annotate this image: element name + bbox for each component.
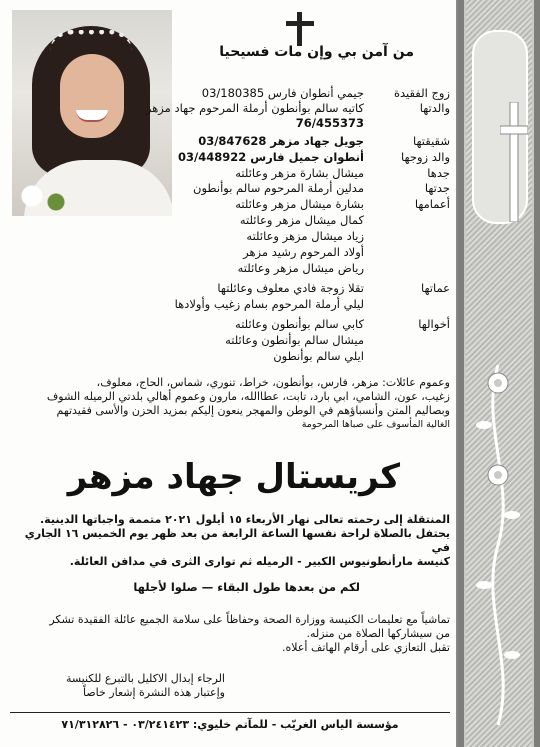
deceased-name: كريستال جهاد مزهر bbox=[67, 457, 400, 497]
instructions-line: تقبل التعازي على أرقام الهاتف أعلاه. bbox=[282, 641, 450, 654]
relative-label: زوج الفقيدة bbox=[393, 86, 450, 100]
relative-name: ميشال بشارة مزهر وعائلته bbox=[235, 166, 364, 180]
relative-name: كابي سالم بوأنطون وعائلته bbox=[235, 317, 364, 331]
relative-label: أعمامها bbox=[414, 197, 450, 211]
relative-name: جويل جهاد مزهر 03/847628 bbox=[198, 134, 364, 148]
relative-label: جدتها bbox=[424, 181, 450, 195]
relative-name: ايلي سالم بوأنطون bbox=[273, 349, 364, 363]
announcement-line: كنيسة مارأنطونيوس الكبير - الرميله ثم توارى الثرى في مدافن العائلة. bbox=[69, 555, 450, 568]
border-cross-panel bbox=[472, 30, 528, 224]
relative-name: أولاد المرحوم رشيد مزهر bbox=[243, 245, 364, 259]
requests-paragraph bbox=[25, 672, 225, 700]
cross-icon bbox=[500, 102, 528, 222]
decorative-border bbox=[456, 0, 540, 747]
relative-name: أنطوان جميل فارس 03/448922 bbox=[178, 150, 364, 164]
relative-label: أخوالها bbox=[418, 317, 450, 331]
announcement-line: المنتقلة إلى رحمته تعالى نهار الأربعاء ١٥ أيلول ٢٠٢١ متممة واجباتها الدينية. bbox=[39, 513, 450, 526]
border-stripe bbox=[458, 0, 464, 747]
footer-divider bbox=[10, 712, 450, 713]
relative-name: رياض ميشال مزهر وعائلته bbox=[237, 261, 364, 275]
relative-label: عماتها bbox=[420, 281, 450, 295]
relative-name: تقلا زوجة فادي معلوف وعائلتها bbox=[217, 281, 364, 295]
relative-name: كمال ميشال مزهر وعائلته bbox=[239, 213, 364, 227]
families-line: وبصاليم المتن وأنسباؤهم في الوطن والمهجر ينعون إليكم بمزيد الحزن والأسى فقيدتهم bbox=[56, 404, 450, 417]
request-line: وإعتبار هذه النشرة إشعار خاصاً bbox=[82, 686, 225, 699]
instructions-line: من سيشاركها الصلاة من منزله. bbox=[306, 627, 450, 640]
footer-text: مؤسسة الياس الغريّب - للمآتم خليوي: ٠٣/٢٤١٤٢٣ - ٧١/٣١٢٨٢٦ bbox=[61, 718, 399, 731]
families-line: الغالية المأسوف على صباها المرحومة bbox=[301, 419, 450, 430]
relative-name: 76/455373 bbox=[295, 116, 364, 130]
announcement-line: يحتفل بالصلاة لراحة نفسها الساعة الرابعة من بعد ظهر يوم الخميس ١٦ الجاري في bbox=[24, 527, 450, 554]
request-line: الرجاء إبدال الاكليل بالتبرع للكنيسة bbox=[65, 672, 225, 685]
instructions-line: تماشياً مع تعليمات الكنيسة ووزارة الصحة وحفاظاً على سلامة الجميع عائلة الفقيدة تشكر bbox=[49, 613, 450, 626]
relative-label: والد زوجها bbox=[401, 150, 450, 164]
floral-vine-icon bbox=[470, 365, 526, 725]
page-title: من آمن بي وإن مات فسيحيا bbox=[219, 44, 414, 60]
relative-name: مدلين أرملة المرحوم سالم بوأنطون bbox=[193, 181, 364, 195]
prayer-line: لكم من بعدها طول البقاء — صلوا لأجلها bbox=[133, 580, 360, 594]
border-stripe bbox=[534, 0, 540, 747]
announcement-paragraph bbox=[20, 513, 450, 569]
instructions-paragraph bbox=[20, 613, 450, 655]
relative-name: ليلي أرملة المرحوم بسام زغيب وأولادها bbox=[174, 297, 364, 311]
relative-name: ميشال سالم بوأنطون وعائلته bbox=[225, 333, 364, 347]
relative-label: جدها bbox=[427, 166, 450, 180]
relative-name: بشارة ميشال مزهر وعائلته bbox=[235, 197, 364, 211]
relative-name: جيمي أنطوان فارس 03/180385 bbox=[201, 86, 364, 100]
cross-icon bbox=[283, 12, 317, 46]
families-line: زغيب، عون، الشامي، ابي بارد، تابت، عطاالله، مارون وعموم أهالي بلدتي الرميله الشوف bbox=[46, 390, 450, 403]
relative-name: زياد ميشال مزهر وعائلته bbox=[246, 229, 364, 243]
relative-label: شقيقتها bbox=[412, 134, 450, 148]
relative-name: كاتيه سالم بوأنطون أرملة المرحوم جهاد مزهر bbox=[145, 101, 364, 115]
relative-label: والدتها bbox=[419, 101, 450, 115]
families-line: وعموم عائلات: مزهر، فارس، بوأنطون، خراط، تنوري، شماس، الحاج، معلوف، bbox=[96, 376, 450, 389]
families-paragraph bbox=[20, 376, 450, 432]
